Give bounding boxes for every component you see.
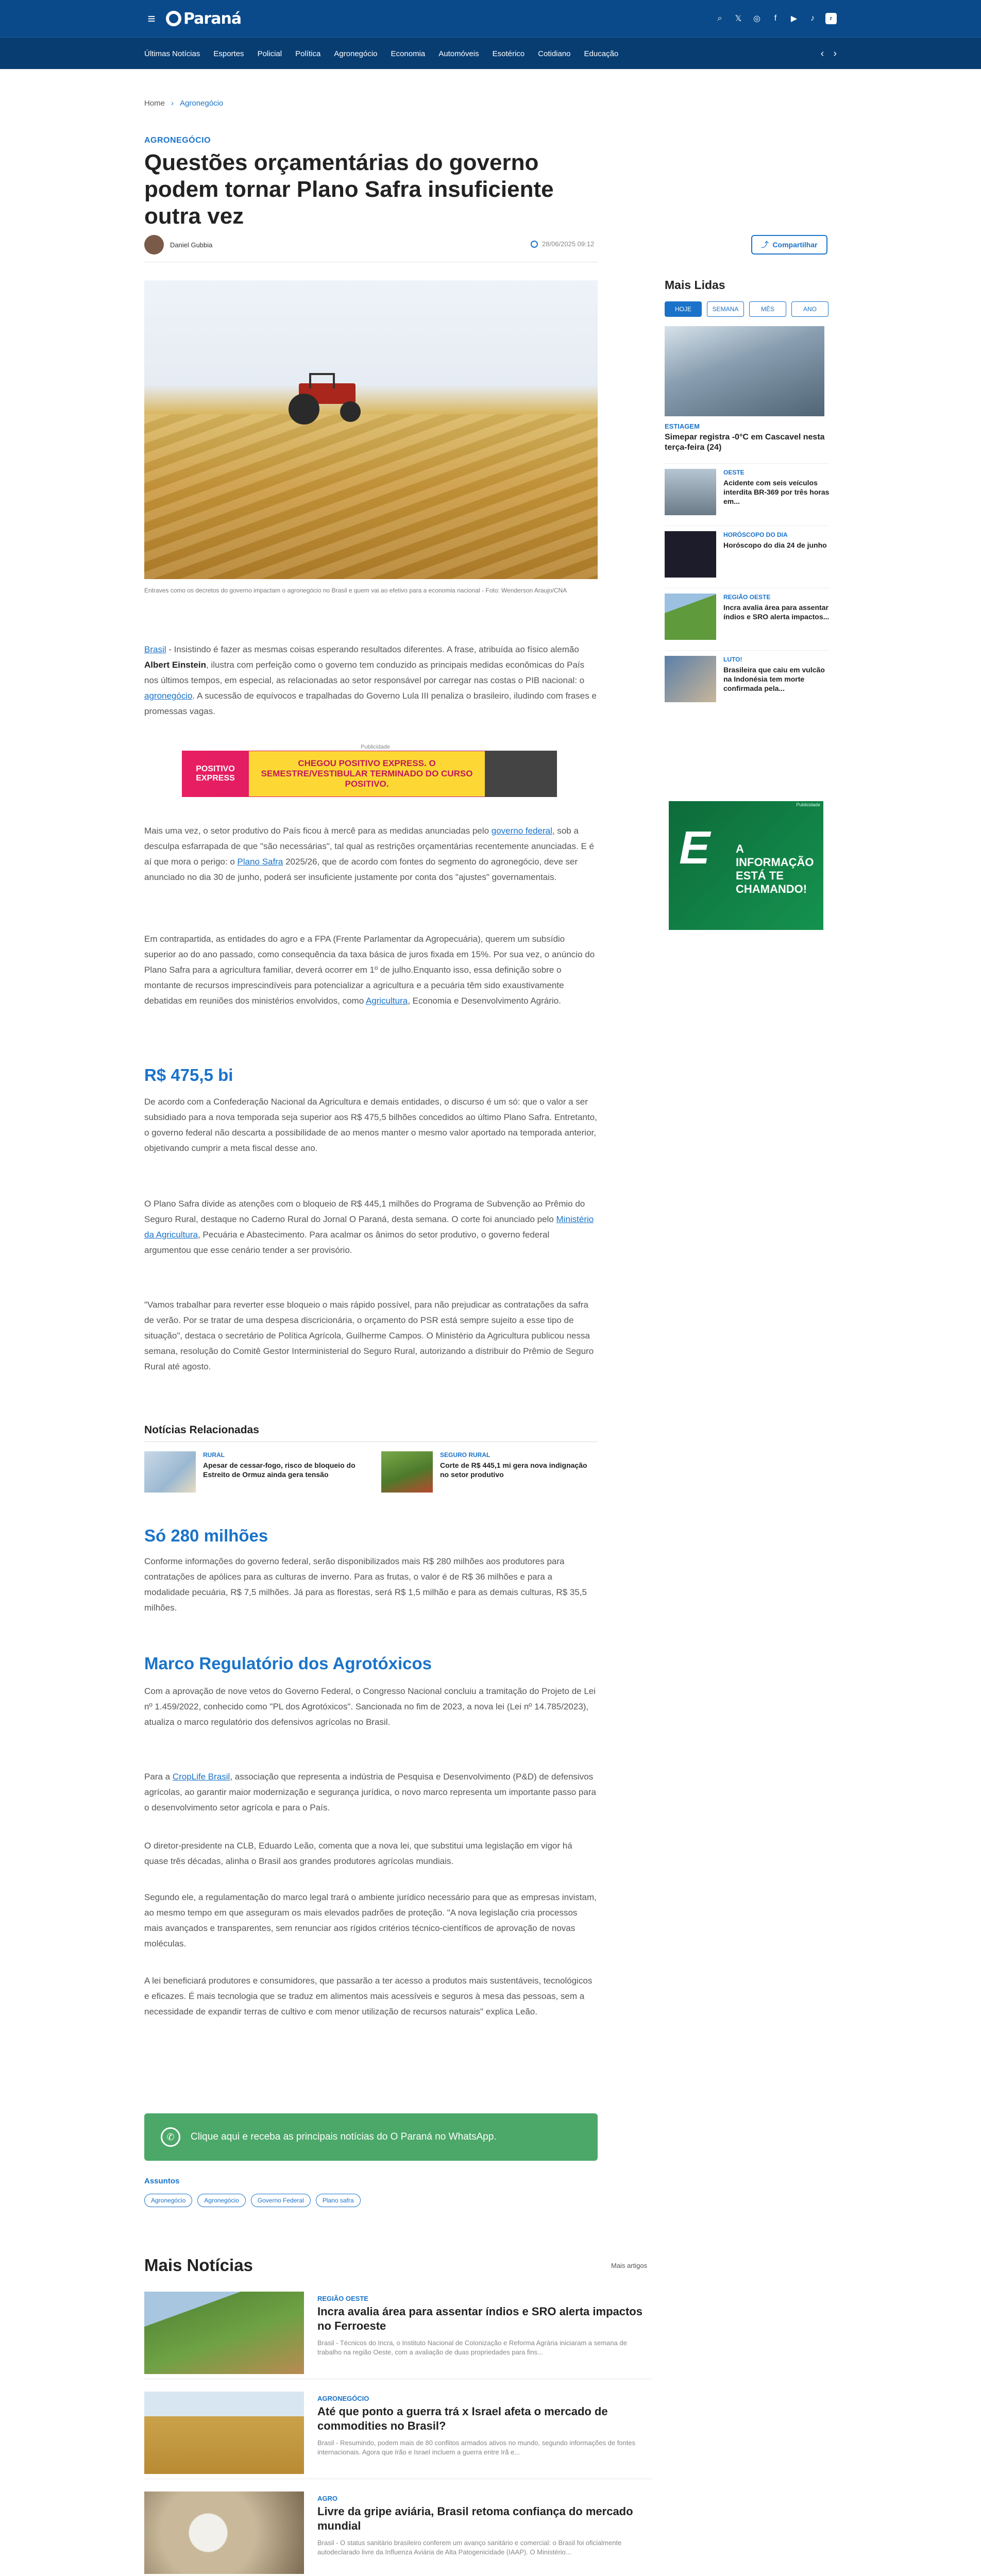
nav-cotidiano[interactable]: Cotidiano	[538, 49, 571, 58]
text: , sob a desculpa esfarrapada de que "são necessárias", tal qual as restrições orçamentárias recentemente anunciadas. E é aí que mora o perigo: o	[144, 826, 594, 867]
share-label: Compartilhar	[772, 241, 818, 249]
related-title: Notícias Relacionadas	[144, 1424, 598, 1442]
paragraph-10: O diretor-presidente na CLB, Eduardo Leão, comenta que a nova lei, que substitui uma legislação em vigor há quase três décadas, alinha o Brasil aos grandes produtores agrícolas mundiais.	[144, 1841, 572, 1866]
news-title: Até que ponto a guerra trá x Israel afeta o mercado de commodities no Brasil?	[317, 2405, 608, 2432]
text: . A sucessão de equívocos e trapalhadas do Governo Lula III penaliza o brasileiro, iludindo com frases e promessas vagas.	[144, 691, 597, 716]
news-card[interactable]	[144, 2387, 652, 2479]
hero-image	[144, 280, 598, 579]
tab-hoje[interactable]: HOJE	[665, 301, 702, 317]
most-read-thumb	[665, 531, 716, 578]
most-read-title: Horóscopo do dia 24 de junho	[723, 541, 827, 549]
link-agronegocio[interactable]: agronegócio	[144, 691, 193, 701]
whatsapp-cta[interactable]	[144, 2113, 598, 2161]
most-read-title: Acidente com seis veículos interdita BR-369 por três horas em...	[723, 479, 830, 505]
text: Em contrapartida, as entidades do agro e a FPA (Frente Parlamentar da Agropecuária), querem um subsídio superior ao do ano passado, como consequência da taxa básica de juros fixada em 15%. Por sua vez, o anúncio do Plano Safra para a agricultura familiar, deverá ocorrer em 1º de julho.Enquanto isso, essa definição sobre o montante de recursos imprescindíveis para potencializar a agricultura e a pecuária têm sido exaustivamente debatidas em reuniões dos ministérios envolvidos, como	[144, 934, 595, 1006]
nav-ultimas[interactable]: Últimas Notícias	[144, 49, 200, 58]
ad-text: CHEGOU POSITIVO EXPRESS. O SEMESTRE/VESTIBULAR TERMINADO DO CURSO POSITIVO.	[249, 751, 485, 796]
sidebar-title: Mais Lidas	[665, 278, 725, 292]
x-icon[interactable]: 𝕏	[735, 14, 742, 23]
article-title: Questões orçamentárias do governo podem tornar Plano Safra insuficiente outra vez	[144, 150, 554, 229]
related-item-title: Corte de R$ 445,1 mi gera nova indignação no setor produtivo	[440, 1461, 587, 1479]
news-summary: Brasil - Técnicos do Incra, o Instituto Nacional de Colonização e Reforma Agrária iniciaram a semana de trabalho na região Oeste, com a avaliação de duas propriedades para fins...	[317, 2339, 627, 2356]
search-icon[interactable]: ⌕	[717, 14, 722, 23]
paragraph-1	[144, 642, 598, 719]
most-read-item[interactable]	[665, 463, 830, 515]
news-thumb	[144, 2492, 304, 2574]
news-kicker: REGIÃO OESTE	[317, 2295, 368, 2302]
whatsapp-icon: ✆	[161, 2127, 180, 2147]
period-tabs	[665, 301, 830, 317]
nav-automoveis[interactable]: Automóveis	[438, 49, 479, 58]
ad-label: Publicidade	[361, 744, 390, 750]
news-kicker: AGRONEGÓCIO	[317, 2395, 369, 2402]
related-kicker: RURAL	[203, 1451, 225, 1459]
share-button[interactable]	[751, 235, 827, 255]
related-thumb	[144, 1451, 196, 1493]
most-read-kicker: LUTO!	[723, 656, 742, 663]
nav-educacao[interactable]: Educação	[584, 49, 619, 58]
nav-economia[interactable]: Economia	[391, 49, 426, 58]
tag-list	[144, 2194, 361, 2207]
link-plano-safra[interactable]: Plano Safra	[237, 857, 283, 867]
most-read-item[interactable]	[665, 650, 830, 702]
clock-icon	[531, 241, 538, 248]
tag[interactable]: Agronegócio	[197, 2194, 245, 2207]
link-governo-federal[interactable]: governo federal	[491, 826, 552, 836]
news-title: Livre da gripe aviária, Brasil retoma confiança do mercado mundial	[317, 2505, 633, 2532]
news-summary: Brasil - O status sanitário brasileiro conferem um avanço sanitário e comercial: o Brasil foi oficialmente autodeclarado livre da Influenza Aviária de Alta Patogenicidade (IAAP). O Ministério...	[317, 2539, 622, 2556]
most-read-kicker: REGIÃO OESTE	[723, 594, 771, 601]
news-card[interactable]	[144, 2487, 652, 2576]
nav-agronegocio[interactable]: Agronegócio	[334, 49, 378, 58]
news-summary: Brasil - Resumindo, podem mais de 80 conflitos armados ativos no mundo, segundo informações de fontes internacionais. Agora que Irão e Israel incluem a guerra entre Irã e...	[317, 2439, 636, 2456]
most-read-thumb	[665, 594, 716, 640]
ad-label: Publicidade	[796, 802, 820, 807]
text: , Economia e Desenvolvimento Agrário.	[408, 996, 561, 1006]
most-read-thumb[interactable]	[665, 326, 824, 416]
chevron-right-icon: ›	[171, 99, 174, 108]
social-icons	[714, 13, 837, 24]
tab-semana[interactable]: SEMANA	[707, 301, 744, 317]
chevron-right-icon[interactable]: ›	[833, 47, 837, 59]
tag[interactable]: Governo Federal	[251, 2194, 311, 2207]
link-agricultura[interactable]: Agricultura	[365, 996, 408, 1006]
heading-marco: Marco Regulatório dos Agrotóxicos	[144, 1654, 432, 1673]
instagram-icon[interactable]: ◎	[753, 14, 760, 23]
paragraph-3	[144, 931, 598, 1009]
sidebar-most-read	[665, 278, 830, 702]
related-item[interactable]	[144, 1451, 361, 1493]
publish-date	[531, 240, 594, 248]
paragraph-7: Conforme informações do governo federal, serão disponibilizados mais R$ 280 milhões aos produtores para contratações de apólices para as culturas de inverno. Para as frutas, o valor é de R$ 36 milhões e para a modalidade pecuária, R$ 7,5 milhões. Já para as florestas, será R$ 1,5 milhão e para as demais culturas, R$ 35,5 milhões.	[144, 1556, 587, 1613]
share-icon: ⤴	[761, 241, 769, 249]
news-title: Incra avalia área para assentar índios e SRO alerta impactos no Ferroeste	[317, 2305, 642, 2332]
ad-banner-positivo[interactable]	[182, 751, 557, 797]
logo-text: Paraná	[183, 9, 242, 28]
tractor-image	[278, 373, 366, 425]
paragraph-5	[144, 1196, 598, 1258]
most-read-kicker: HORÓSCOPO DO DIA	[723, 531, 788, 538]
most-read-item[interactable]	[665, 526, 830, 578]
tiktok-icon[interactable]: ♪	[810, 14, 815, 23]
paragraph-2	[144, 823, 598, 885]
tag[interactable]: Agronegócio	[144, 2194, 192, 2207]
most-read-item[interactable]	[665, 588, 830, 640]
chevron-left-icon[interactable]: ‹	[820, 47, 824, 59]
nav-politica[interactable]: Política	[295, 49, 321, 58]
news-card[interactable]	[144, 2287, 652, 2379]
whatsapp-text: Clique aqui e receba as principais notícias do O Paraná no WhatsApp.	[191, 2131, 497, 2142]
ad-logo: POSITIVO EXPRESS	[196, 765, 235, 783]
news-thumb	[144, 2392, 304, 2474]
related-item-title: Apesar de cessar-fogo, risco de bloqueio do Estreito de Ormuz ainda gera tensão	[203, 1461, 356, 1479]
most-read-thumb	[665, 656, 716, 702]
bold-text: Albert Einstein	[144, 660, 206, 670]
link-ministerio[interactable]: Ministério da Agricultura	[144, 1214, 594, 1240]
paragraph-4: De acordo com a Confederação Nacional da Agricultura e demais entidades, o discurso é um só: que o valor a ser subsidiado para a nova temporada seja superior aos R$ 475,5 bilhões concedidos ao último Plano Safra. Entretanto, o governo federal não descarta a possibilidade de ao menos manter o mesmo valor aportado na temporada anterior, objetivando cumprir a meta fiscal desse ano.	[144, 1097, 597, 1153]
text: , ilustra com perfeição como o governo tem conduzido as principais medidas econômicas do País nos últimos tempos, em especial, as relacionadas ao setor responsável por carregar nas costas o PIB nacional: o	[144, 660, 585, 685]
text: Mais uma vez, o setor produtivo do País ficou à mercê para as medidas anunciadas pelo	[144, 826, 492, 836]
news-thumb	[144, 2292, 304, 2374]
most-read-kicker: OESTE	[723, 469, 745, 476]
menu-icon[interactable]: ≡	[147, 10, 156, 26]
breadcrumb	[144, 99, 223, 108]
text: 2025/26, que de acordo com fontes do segmento do agronegócio, deve ser anunciado no dia 30 de junho, poderá ser insuficiente justamente por conta dos "ajustes" governamentais.	[144, 857, 578, 882]
ad-photo	[485, 751, 557, 797]
related-item[interactable]	[381, 1451, 598, 1493]
link-croplife[interactable]: CropLife Brasil	[172, 1772, 230, 1782]
ad-text: A INFORMAÇÃO ESTÁ TE CHAMANDO!	[736, 842, 814, 895]
breadcrumb-home[interactable]: Home	[144, 99, 165, 108]
most-read-thumb	[665, 469, 716, 515]
top-bar	[0, 0, 981, 37]
avatar	[144, 235, 164, 255]
text: , Pecuária e Abastecimento. Para acalmar os ânimos do setor produtivo, o governo federal argumentou que esse cenário tender a ser provisório.	[144, 1230, 550, 1255]
category-nav	[0, 37, 981, 69]
text: , associação que representa a indústria de Pesquisa e Desenvolvimento (P&D) de defensivos agrícolas, ao garantir maior modernização e segurança jurídica, o novo marco representa um importante passo para o desenvolvimento setor agrícola e para o País.	[144, 1772, 596, 1812]
paragraph-11: Segundo ele, a regulamentação do marco legal trará o ambiente jurídico necessário para que as empresas invistam, ao mesmo tempo em que asseguram os mais elevados padrões de proteção. "A nova legislação cria processos mais avançados e transparentes, sem renunciar aos rígidos critérios técnico-científicos de aprovação de novas moléculas.	[144, 1892, 597, 1948]
nav-policial[interactable]: Policial	[257, 49, 282, 58]
most-read-kicker: ESTIAGEM	[665, 422, 700, 430]
text: Para a	[144, 1772, 173, 1782]
paragraph-6: "Vamos trabalhar para reverter esse bloqueio o mais rápido possível, para não prejudicar as contratações da safra de verão. Por se tratar de uma despesa discricionária, o orçamento do PSR está sempre sujeito a esse tipo de situação", destaca o secretário de Política Agrícola, Guilherme Campos. O Ministério da Agricultura publicou nessa semana, resolução do Comitê Gestor Interministerial do Seguro Rural, autorizando a distribuir do Prêmio de Seguro Rural até agosto.	[144, 1300, 594, 1371]
heading-280: Só 280 milhões	[144, 1526, 268, 1545]
paragraph-8: Com a aprovação de nove vetos do Governo Federal, o Congresso Nacional concluiu a tramitação do Projeto de Lei nº 1.459/2022, conhecido como "PL dos Agrotóxicos". Sancionada no fim de 2023, a nova lei (Lei nº 14.785/2023), atualiza o marco regulatório dos defensivos agrícolas no Brasil.	[144, 1686, 596, 1727]
site-logo[interactable]	[166, 10, 241, 28]
link-brasil[interactable]: Brasil	[144, 645, 166, 654]
nav-esoterico[interactable]: Esotérico	[492, 49, 525, 58]
paragraph-12: A lei beneficiará produtores e consumidores, que passarão a ter acesso a produtos mais sustentáveis, tecnológicos e eficazes. É mais tecnologia que se traduz em alimentos mais acessíveis e seguros à mesa das pessoas, sem a necessidade de expandir terras de cultivo e com menor utilização de recursos naturais" explica Leão.	[144, 1976, 593, 2016]
heading-475: R$ 475,5 bi	[144, 1065, 233, 1084]
youtube-icon[interactable]: ▶	[790, 14, 798, 23]
image-caption: Entraves como os decretos do governo impactam o agronegócio no Brasil e quem vai ao efetivo para a economia nacional - Foto: Wenderson Araujo/CNA	[144, 587, 567, 594]
article-kicker[interactable]: AGRONEGÓCIO	[144, 136, 211, 145]
subjects-title: Assuntos	[144, 2177, 180, 2185]
tab-mes[interactable]: MÊS	[749, 301, 786, 317]
most-read-title: Incra avalia área para assentar índios e SRO alerta impactos...	[723, 603, 830, 621]
facebook-icon[interactable]: f	[774, 14, 777, 23]
most-read-title[interactable]: Simepar registra -0°C em Cascavel nesta terça-feira (24)	[665, 433, 825, 452]
text: O Plano Safra divide as atenções com o bloqueio de R$ 445,1 milhões do Programa de Subvenção ao Prêmio do Seguro Rural, destaque no Caderno Rural do Jornal O Paraná, desta semana. O corte foi anunciado pelo	[144, 1199, 585, 1224]
nav-esportes[interactable]: Esportes	[213, 49, 244, 58]
author	[144, 235, 212, 255]
related-news	[144, 1424, 598, 1493]
rede-icon[interactable]: r	[825, 13, 837, 24]
author-name: Daniel Gubbia	[170, 241, 213, 249]
more-articles-link[interactable]: Mais artigos	[611, 2262, 648, 2269]
breadcrumb-current[interactable]: Agronegócio	[180, 99, 224, 108]
related-thumb	[381, 1451, 433, 1493]
related-kicker: SEGURO RURAL	[440, 1451, 490, 1459]
ad-logo-e: E	[679, 822, 711, 874]
tab-ano[interactable]: ANO	[791, 301, 828, 317]
text: - Insistindo é fazer as mesmas coisas esperando resultados diferentes. A frase, atribuída ao físico alemão	[166, 645, 579, 654]
more-news-title: Mais Notícias	[144, 2256, 253, 2275]
date-text: 28/06/2025 09:12	[542, 240, 595, 248]
paragraph-9	[144, 1769, 598, 1816]
logo-o-icon	[166, 11, 181, 26]
sidebar-ad[interactable]	[669, 801, 823, 930]
news-kicker: AGRO	[317, 2495, 337, 2502]
tag[interactable]: Plano safra	[316, 2194, 361, 2207]
most-read-title: Brasileira que caiu em vulcão na Indonésia tem morte confirmada pela...	[723, 666, 825, 692]
